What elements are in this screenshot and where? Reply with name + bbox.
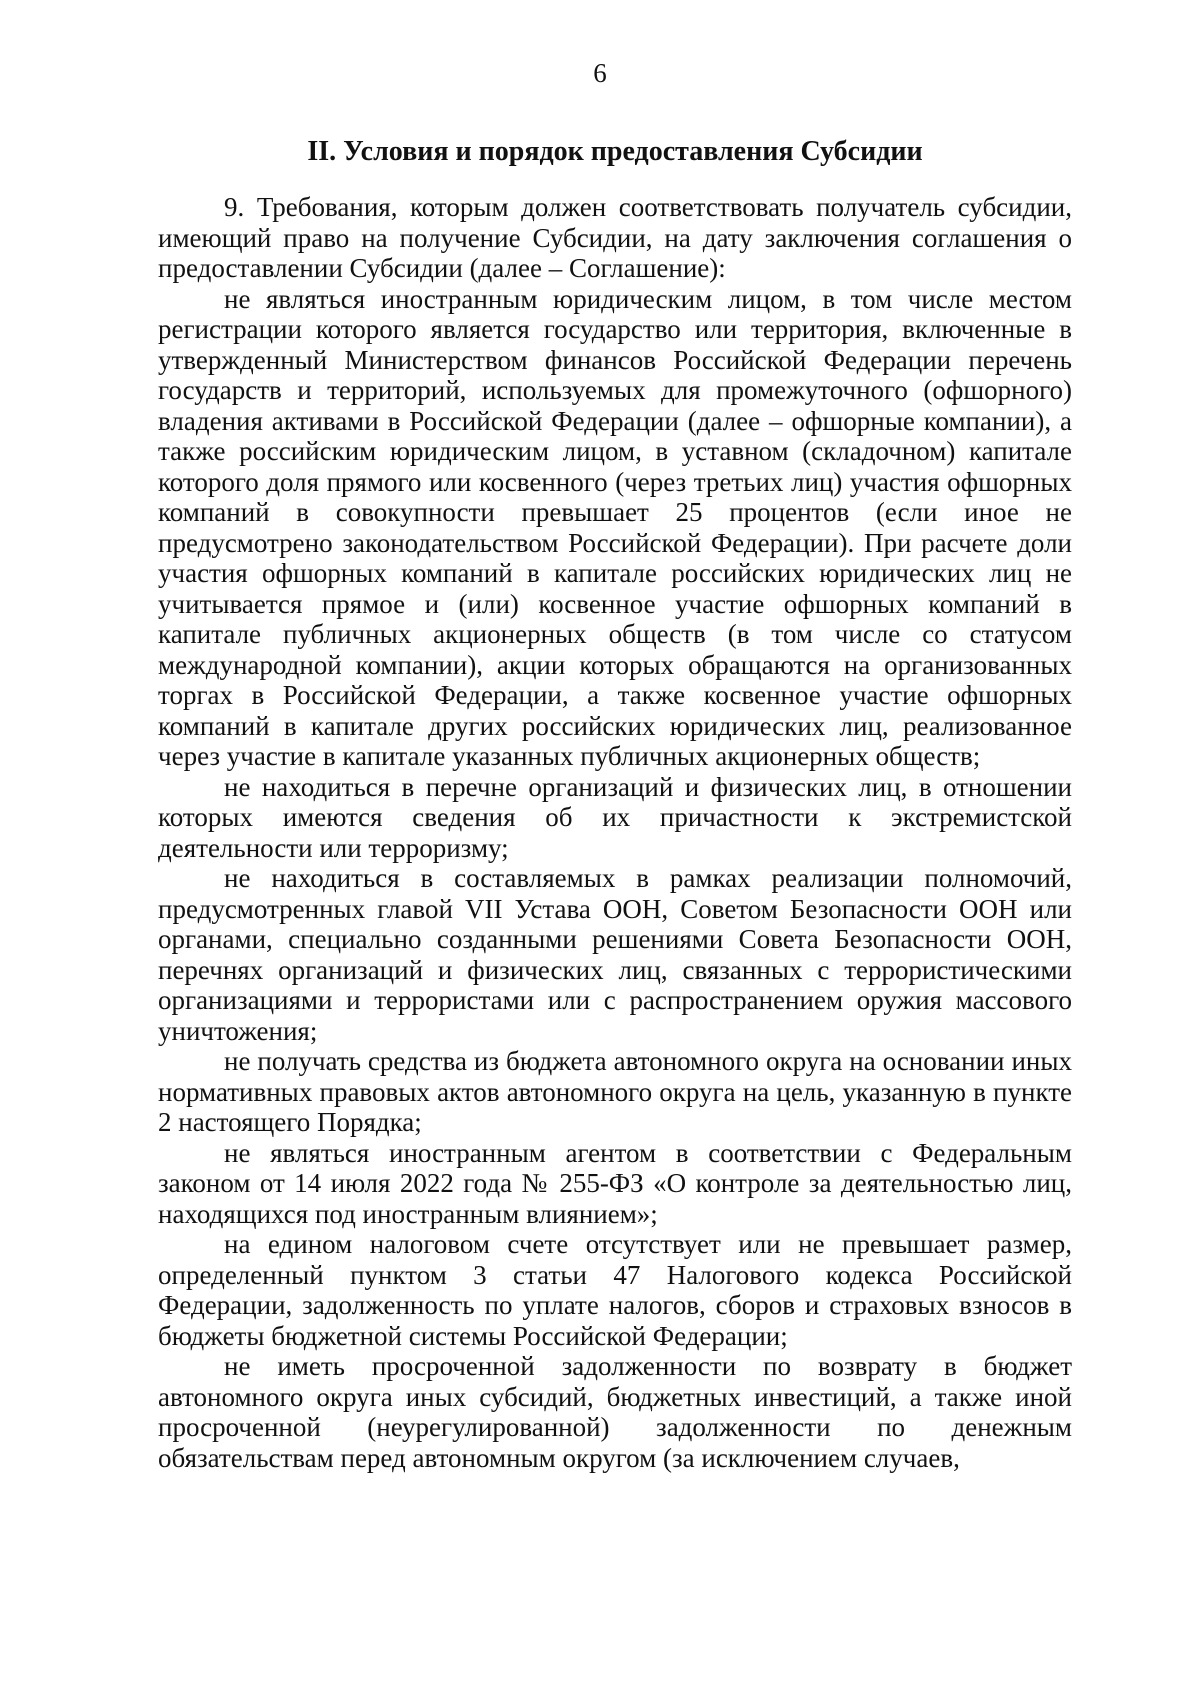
paragraph-foreign-agent-requirement: не являться иностранным агентом в соответствии с Федеральным законом от 14 июля 2022 года № 255-ФЗ «О контроле за деятельностью лиц, находящихся под иностранным влиянием»; (158, 1137, 1072, 1229)
paragraph-extremism-requirement: не находиться в перечне организаций и физических лиц, в отношении которых имеются сведения об их причастности к экстремистской деятельности или терроризму; (158, 771, 1072, 863)
paragraph-un-lists-requirement: не находиться в составляемых в рамках реализации полномочий, предусмотренных главой VII Устава ООН, Советом Безопасности ООН или органами, специально созданными решениями Совета Безопасности ООН, перечнях организаций и физических лиц, связанных с террористическими организациями и террористами или с распространением оружия массового уничтожения; (158, 863, 1072, 1046)
paragraph-requirements-intro: 9. Требования, которым должен соответствовать получатель субсидии, имеющий право на получение Субсидии, на дату заключения соглашения о предоставлении Субсидии (далее – Соглашение): (158, 192, 1072, 283)
document-body (158, 192, 1072, 1473)
section-title: II. Условия и порядок предоставления Субсидии (307, 136, 923, 167)
page-number: 6 (593, 58, 607, 88)
paragraph-overdue-debt-requirement: не иметь просроченной задолженности по возврату в бюджет автономного округа иных субсидий, бюджетных инвестиций, а также иной просроченной (неурегулированной) задолженности по денежным обязательствам перед автономным округом (за исключением случаев, (158, 1351, 1072, 1473)
paragraph-offshore-requirement: не являться иностранным юридическим лицом, в том числе местом регистрации которого является государство или территория, включенные в утвержденный Министерством финансов Российской Федерации перечень государств и территорий, используемых для промежуточного (офшорного) владения активами в Российской Федерации (далее – офшорные компании), а также российским юридическим лицом, в уставном (складочном) капитале которого доля прямого или косвенного (через третьих лиц) участия офшорных компаний в совокупности превышает 25 процентов (если иное не предусмотрено законодательством Российской Федерации). При расчете доли участия офшорных компаний в капитале российских юридических лиц не учитывается прямое и (или) косвенное участие офшорных компаний в капитале публичных акционерных обществ (в том числе со статусом международной компании), акции которых обращаются на организованных торгах в Российской Федерации, а также косвенное участие офшорных компаний в капитале других российских юридических лиц, реализованное через участие в капитале указанных публичных акционерных обществ; (158, 283, 1072, 771)
paragraph-tax-debt-requirement: на едином налоговом счете отсутствует или не превышает размер, определенный пунктом 3 статьи 47 Налогового кодекса Российской Федерации, задолженность по уплате налогов, сборов и страховых взносов в бюджеты бюджетной системы Российской Федерации; (158, 1229, 1072, 1351)
paragraph-no-other-funds-requirement: не получать средства из бюджета автономного округа на основании иных нормативных правовых актов автономного округа на цель, указанную в пункте 2 настоящего Порядка; (158, 1046, 1072, 1137)
